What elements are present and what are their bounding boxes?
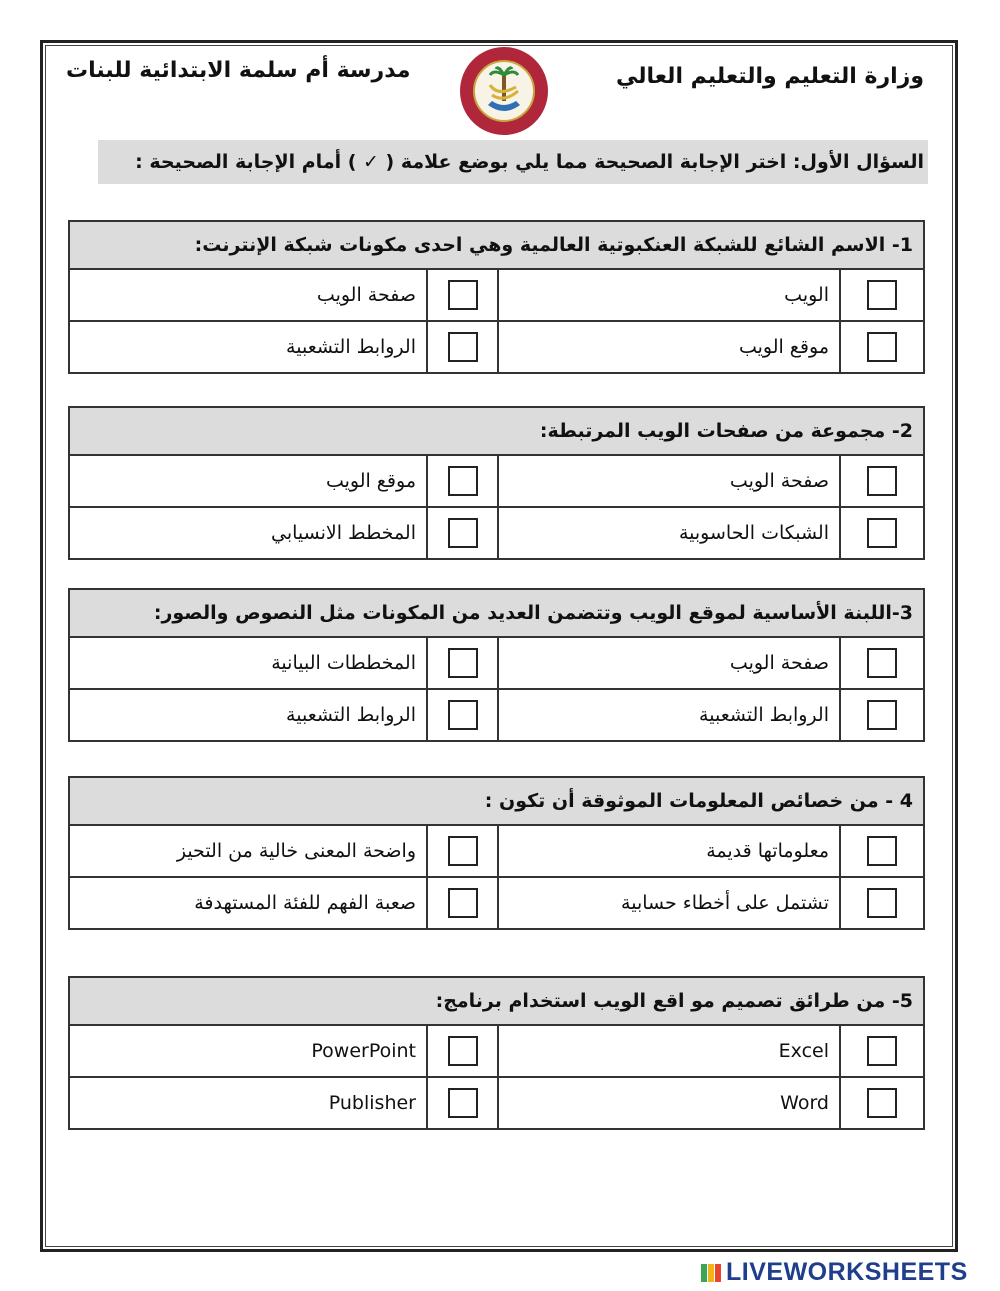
answer-checkbox[interactable]	[448, 280, 478, 310]
option-label: الروابط التشعبية	[286, 336, 416, 358]
option-label: تشتمل على أخطاء حسابية	[497, 878, 839, 928]
option-row	[70, 826, 923, 876]
option-label: Publisher	[328, 1092, 416, 1114]
answer-checkbox[interactable]	[867, 1088, 897, 1118]
question-2-table	[68, 406, 925, 560]
checkbox-cell	[426, 1026, 497, 1076]
option-label: صعبة الفهم للفئة المستهدفة	[194, 892, 416, 914]
checkbox-cell	[839, 456, 923, 506]
checkbox-cell	[426, 690, 497, 740]
option-row	[70, 688, 923, 740]
option-label: المخططات البيانية	[271, 652, 416, 674]
answer-checkbox[interactable]	[448, 332, 478, 362]
checkbox-cell	[426, 638, 497, 688]
answer-checkbox[interactable]	[448, 1036, 478, 1066]
school-name: مدرسة أم سلمة الابتدائية للبنات	[66, 58, 411, 83]
option-label: الروابط التشعبية	[286, 704, 416, 726]
instruction-text: السؤال الأول: اختر الإجابة الصحيحة مما يلي بوضع علامة ( ✓ ) أمام الإجابة الصحيحة :	[135, 151, 924, 173]
checkbox-cell	[839, 878, 923, 928]
answer-checkbox[interactable]	[448, 1088, 478, 1118]
option-label: الروابط التشعبية	[497, 690, 839, 740]
question-5-table	[68, 976, 925, 1130]
option-row	[70, 876, 923, 928]
question-5-title: 5- من طرائق تصميم مو اقع الويب استخدام برنامج:	[70, 978, 923, 1026]
liveworksheets-brand[interactable]	[700, 1258, 968, 1287]
option-row	[70, 638, 923, 688]
answer-checkbox[interactable]	[448, 700, 478, 730]
answer-checkbox[interactable]	[867, 700, 897, 730]
checkbox-cell	[839, 1078, 923, 1128]
option-row	[70, 456, 923, 506]
checkbox-cell	[839, 826, 923, 876]
option-label: موقع الويب	[325, 470, 416, 492]
option-label: PowerPoint	[311, 1040, 416, 1062]
answer-checkbox[interactable]	[867, 836, 897, 866]
answer-checkbox[interactable]	[867, 332, 897, 362]
answer-checkbox[interactable]	[448, 648, 478, 678]
option-row	[70, 320, 923, 372]
question-4-table	[68, 776, 925, 930]
answer-checkbox[interactable]	[867, 466, 897, 496]
option-row	[70, 506, 923, 558]
checkbox-cell	[426, 322, 497, 372]
checkbox-cell	[839, 270, 923, 320]
checkbox-cell	[839, 638, 923, 688]
qatar-emblem-logo	[458, 45, 550, 137]
question-1-table	[68, 220, 925, 374]
answer-checkbox[interactable]	[867, 518, 897, 548]
checkbox-cell	[426, 508, 497, 558]
question-instruction	[98, 140, 928, 184]
checkbox-cell	[839, 1026, 923, 1076]
checkbox-cell	[839, 690, 923, 740]
option-label: الويب	[497, 270, 839, 320]
answer-checkbox[interactable]	[448, 518, 478, 548]
answer-checkbox[interactable]	[448, 466, 478, 496]
option-label: موقع الويب	[497, 322, 839, 372]
checkbox-cell	[839, 322, 923, 372]
answer-checkbox[interactable]	[867, 1036, 897, 1066]
brand-name: LIVEWORKSHEETS	[726, 1258, 968, 1286]
option-row	[70, 1076, 923, 1128]
option-label: صفحة الويب	[497, 456, 839, 506]
checkbox-cell	[426, 270, 497, 320]
answer-checkbox[interactable]	[448, 836, 478, 866]
option-label: صفحة الويب	[316, 284, 416, 306]
question-2-title: 2- مجموعة من صفحات الويب المرتبطة:	[70, 408, 923, 456]
answer-checkbox[interactable]	[867, 888, 897, 918]
liveworksheets-logo-icon	[700, 1262, 722, 1284]
checkbox-cell	[426, 878, 497, 928]
ministry-title: وزارة التعليم والتعليم العالي	[615, 64, 924, 89]
question-4-title: 4 - من خصائص المعلومات الموثوقة أن تكون :	[70, 778, 923, 826]
option-label: Word	[497, 1078, 839, 1128]
option-label: صفحة الويب	[497, 638, 839, 688]
question-3-table	[68, 588, 925, 742]
answer-checkbox[interactable]	[448, 888, 478, 918]
option-label: الشبكات الحاسوبية	[497, 508, 839, 558]
option-label: المخطط الانسيابي	[271, 522, 416, 544]
answer-checkbox[interactable]	[867, 648, 897, 678]
option-row	[70, 1026, 923, 1076]
option-row	[70, 270, 923, 320]
question-3-title: 3-اللبنة الأساسية لموقع الويب وتتضمن العديد من المكونات مثل النصوص والصور:	[70, 590, 923, 638]
answer-checkbox[interactable]	[867, 280, 897, 310]
question-1-title: 1- الاسم الشائع للشبكة العنكبوتية العالمية وهي احدى مكونات شبكة الإنترنت:	[70, 222, 923, 270]
checkbox-cell	[426, 826, 497, 876]
checkbox-cell	[426, 1078, 497, 1128]
checkbox-cell	[839, 508, 923, 558]
option-label: معلوماتها قديمة	[497, 826, 839, 876]
option-label: Excel	[497, 1026, 839, 1076]
option-label: واضحة المعنى خالية من التحيز	[176, 840, 416, 862]
checkbox-cell	[426, 456, 497, 506]
